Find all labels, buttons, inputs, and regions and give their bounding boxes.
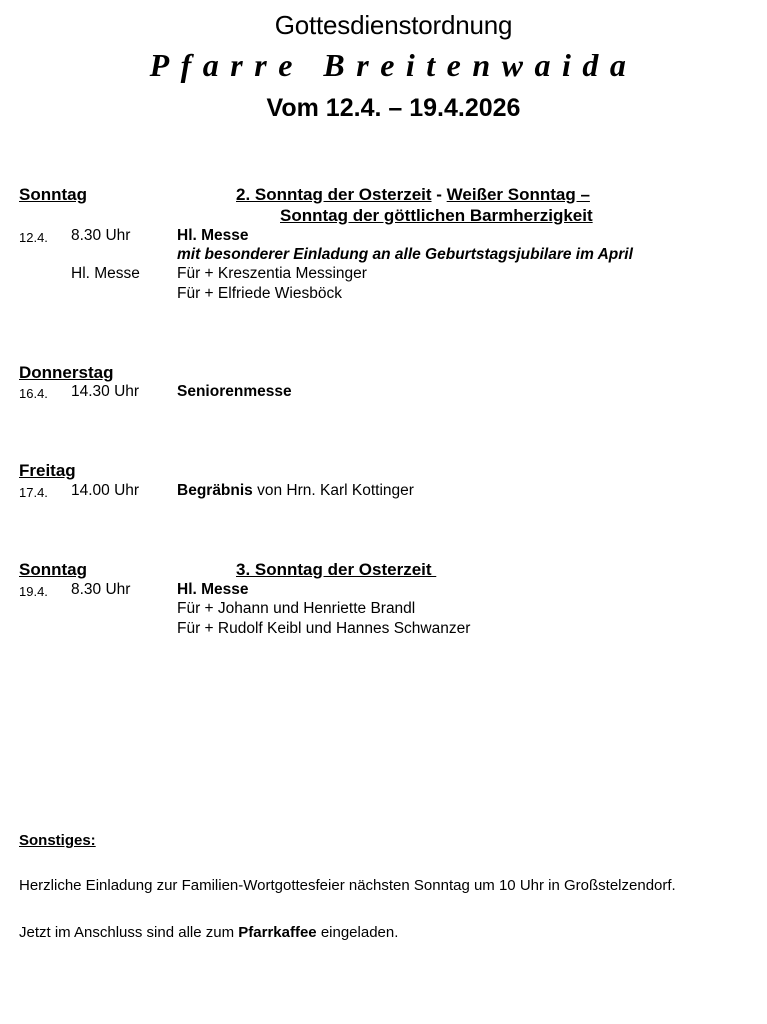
misc-paragraph-text: Jetzt im Anschluss sind alle zum bbox=[19, 924, 239, 941]
misc-paragraph bbox=[19, 924, 398, 941]
service-event: Hl. Messe bbox=[177, 581, 249, 598]
service-date: 19.4. bbox=[19, 584, 48, 599]
service-time: 8.30 Uhr bbox=[71, 227, 131, 244]
service-event: Hl. Messe bbox=[177, 227, 249, 244]
mass-intention: Für + Kreszentia Messinger bbox=[177, 265, 367, 282]
mass-intention: Für + Johann und Henriette Brandl bbox=[177, 600, 416, 617]
feast-title: 3. Sonntag der Osterzeit bbox=[236, 560, 437, 579]
feast-title-separator: - bbox=[431, 185, 447, 204]
mass-intention: Für + Elfriede Wiesböck bbox=[177, 285, 342, 302]
service-time: 14.30 Uhr bbox=[71, 383, 140, 400]
service-event bbox=[177, 482, 414, 500]
service-event-detail: von Hrn. Karl Kottinger bbox=[252, 482, 414, 499]
service-note: mit besonderer Einladung an alle Geburtstagsjubilare im April bbox=[177, 246, 633, 263]
date-range: Vom 12.4. – 19.4.2026 bbox=[266, 94, 521, 122]
service-event: Seniorenmesse bbox=[177, 383, 292, 400]
misc-paragraph-highlight: Pfarrkaffee bbox=[238, 924, 317, 941]
mass-intention: Für + Rudolf Keibl und Hannes Schwanzer bbox=[177, 620, 471, 637]
service-time: 8.30 Uhr bbox=[71, 581, 131, 598]
misc-heading: Sonstiges: bbox=[19, 832, 96, 849]
service-sub-label: Hl. Messe bbox=[71, 265, 140, 282]
misc-paragraph-text: eingeladen. bbox=[316, 924, 399, 941]
weekday-heading: Sonntag bbox=[19, 560, 87, 579]
weekday-heading: Freitag bbox=[19, 461, 76, 480]
service-date: 17.4. bbox=[19, 485, 48, 500]
weekday-heading: Sonntag bbox=[19, 185, 87, 204]
feast-title-part2: Weißer Sonntag – bbox=[446, 185, 590, 204]
weekday-heading: Donnerstag bbox=[19, 363, 114, 382]
service-event-type: Begräbnis bbox=[177, 482, 253, 499]
misc-paragraph: Herzliche Einladung zur Familien-Wortgottesfeier nächsten Sonntag um 10 Uhr in Großstelzendorf. bbox=[19, 877, 676, 894]
feast-title bbox=[236, 185, 590, 205]
service-date: 16.4. bbox=[19, 386, 48, 401]
parish-name: Pfarre Breitenwaida bbox=[149, 47, 638, 83]
feast-title-line2: Sonntag der göttlichen Barmherzigkeit bbox=[280, 206, 593, 225]
document-title: Gottesdienstordnung bbox=[274, 10, 513, 40]
service-time: 14.00 Uhr bbox=[71, 482, 140, 499]
service-date: 12.4. bbox=[19, 230, 48, 245]
feast-title-part1: 2. Sonntag der Osterzeit bbox=[236, 185, 432, 204]
